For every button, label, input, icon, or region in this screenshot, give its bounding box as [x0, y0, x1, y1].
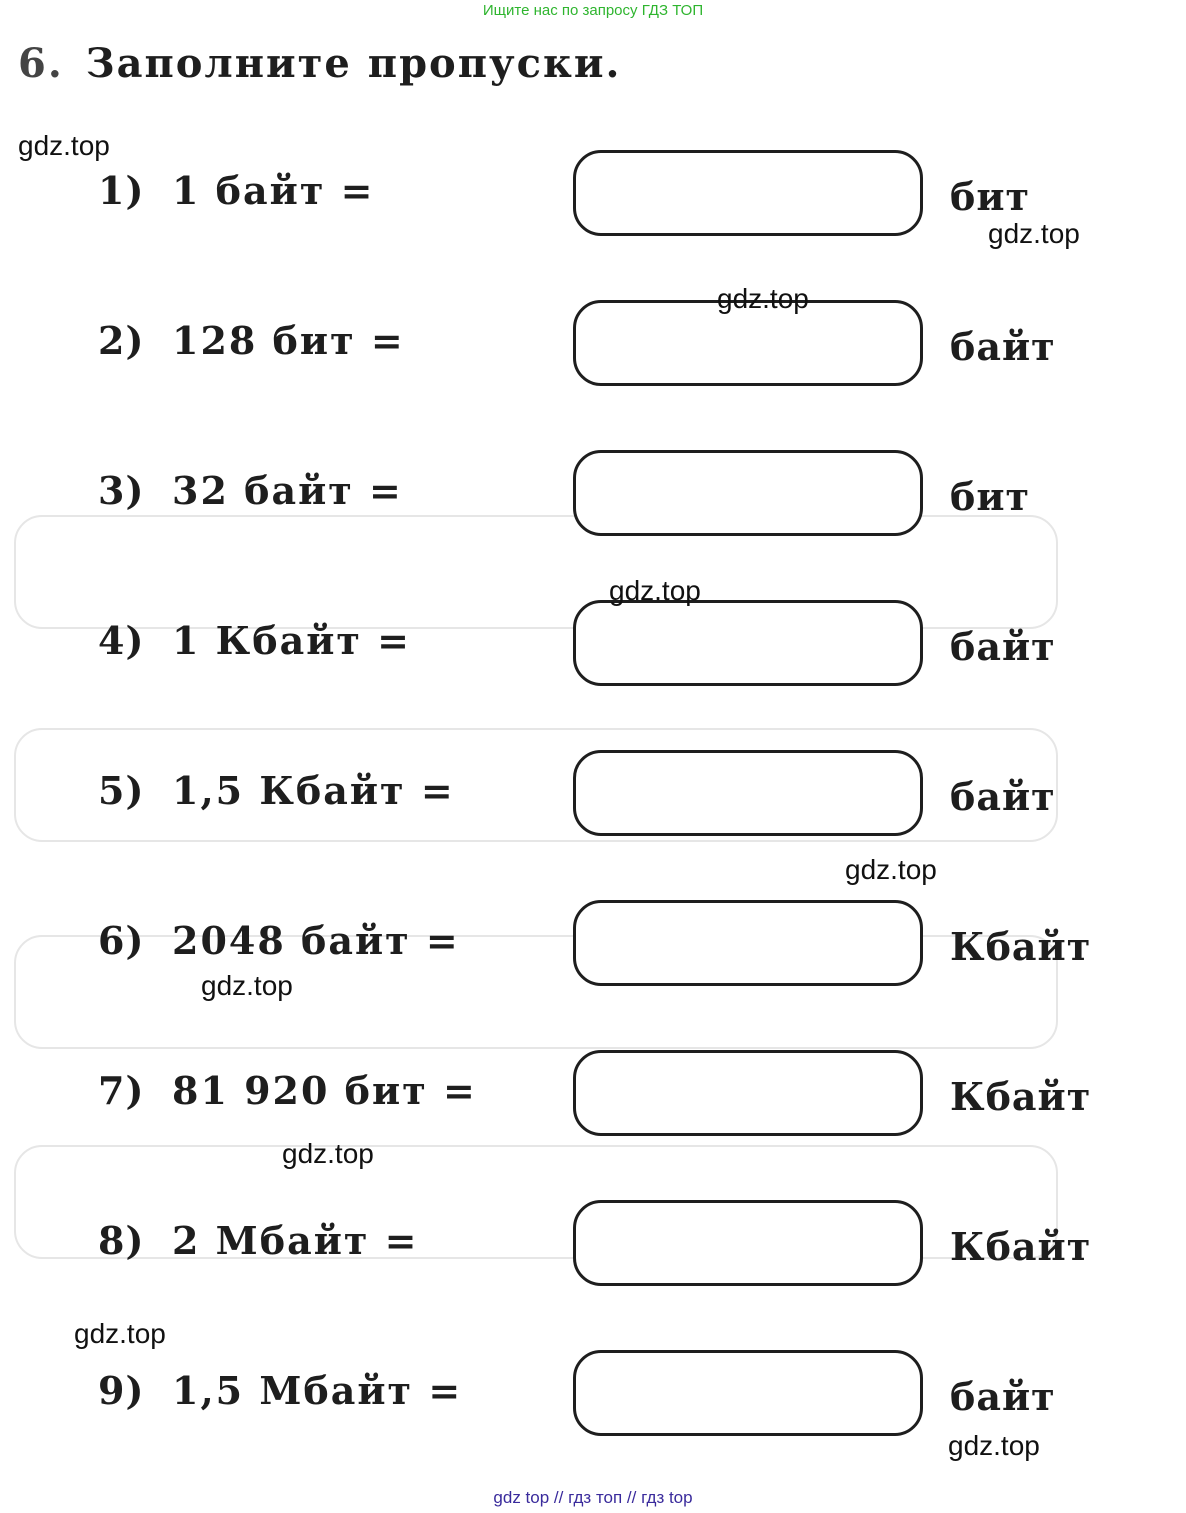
- exercise-row-2: [0, 300, 1186, 392]
- answer-box[interactable]: [573, 600, 923, 686]
- answer-box[interactable]: [573, 900, 923, 986]
- exercise-row-4: [0, 600, 1186, 692]
- unit-label: бит: [950, 174, 1031, 219]
- expression: 32 байт =: [172, 468, 403, 513]
- answer-box[interactable]: [573, 1200, 923, 1286]
- unit-label: Кбайт: [950, 1224, 1092, 1269]
- watermark: gdz.top: [74, 1318, 166, 1349]
- exercise-row-6: [0, 900, 1186, 992]
- unit-label: Кбайт: [950, 924, 1092, 969]
- watermark: gdz.top: [988, 218, 1080, 249]
- answer-box[interactable]: [573, 150, 923, 236]
- task-title: Заполните пропуски.: [85, 40, 622, 87]
- unit-label: байт: [950, 774, 1056, 819]
- watermark: gdz.top: [845, 854, 937, 885]
- watermark: gdz.top: [201, 970, 293, 1001]
- exercise-row-7: [0, 1050, 1186, 1142]
- watermark: gdz.top: [948, 1430, 1040, 1461]
- watermark: gdz.top: [609, 575, 701, 606]
- watermark: gdz.top: [18, 130, 110, 161]
- item-number: 2): [98, 318, 145, 363]
- expression: 81 920 бит =: [172, 1068, 477, 1113]
- task-number: 6.: [18, 40, 64, 87]
- expression: 128 бит =: [172, 318, 405, 363]
- expression: 2048 байт =: [172, 918, 460, 963]
- item-number: 5): [98, 768, 145, 813]
- unit-label: Кбайт: [950, 1074, 1092, 1119]
- item-number: 1): [98, 168, 145, 213]
- exercise-row-9: [0, 1350, 1186, 1442]
- item-number: 3): [98, 468, 145, 513]
- task-header: [18, 40, 621, 87]
- item-number: 6): [98, 918, 145, 963]
- footer-links[interactable]: gdz top // гдз топ // гдз top: [493, 1488, 693, 1507]
- watermark: gdz.top: [717, 283, 809, 314]
- expression: 1,5 Кбайт =: [172, 768, 455, 813]
- item-number: 8): [98, 1218, 145, 1263]
- expression: 1,5 Мбайт =: [172, 1368, 463, 1413]
- expression: 1 Кбайт =: [172, 618, 412, 663]
- exercise-row-3: [0, 450, 1186, 542]
- item-number: 9): [98, 1368, 145, 1413]
- exercise-row-8: [0, 1200, 1186, 1292]
- search-banner[interactable]: Ищите нас по запросу ГДЗ ТОП: [482, 2, 704, 19]
- answer-box[interactable]: [573, 1050, 923, 1136]
- item-number: 4): [98, 618, 145, 663]
- answer-box[interactable]: [573, 750, 923, 836]
- unit-label: байт: [950, 624, 1056, 669]
- watermark: gdz.top: [282, 1138, 374, 1169]
- item-number: 7): [98, 1068, 145, 1113]
- answer-box[interactable]: [573, 1350, 923, 1436]
- unit-label: байт: [950, 324, 1056, 369]
- expression: 1 байт =: [172, 168, 375, 213]
- exercise-row-5: [0, 750, 1186, 842]
- unit-label: байт: [950, 1374, 1056, 1419]
- answer-box[interactable]: [573, 450, 923, 536]
- unit-label: бит: [950, 474, 1031, 519]
- expression: 2 Мбайт =: [172, 1218, 419, 1263]
